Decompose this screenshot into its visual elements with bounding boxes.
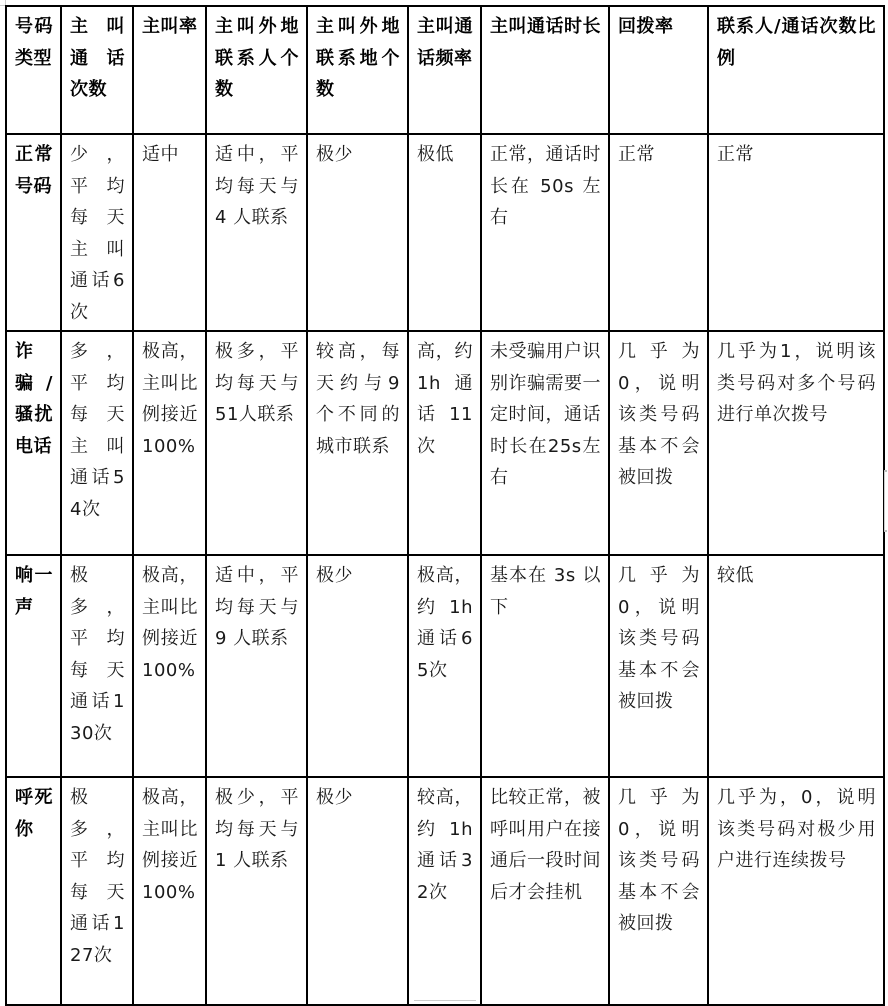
header-remote-locations-count: 主叫外地联系地个数 bbox=[307, 6, 408, 134]
header-number-type: 号码类型 bbox=[6, 6, 61, 134]
table-cell: 较高，约1h通话32次 bbox=[408, 777, 481, 1005]
table-cell: 极少 bbox=[307, 555, 408, 777]
table-row-harassment-dialer bbox=[6, 777, 884, 1005]
table-cell: 适中 bbox=[133, 134, 206, 331]
table-cell: 极低 bbox=[408, 134, 481, 331]
row-label: 正常号码 bbox=[6, 134, 61, 331]
table-cell: 几乎为，0，说明该类号码对极少用户进行连续拨号 bbox=[708, 777, 884, 1005]
table-cell: 几乎为0，说明该类号码基本不会被回拨 bbox=[609, 331, 708, 555]
table-cell: 基本在 3s 以下 bbox=[481, 555, 609, 777]
table-cell: 极多，平均每天通话127次 bbox=[61, 777, 133, 1005]
header-outgoing-call-count: 主叫通话次数 bbox=[61, 6, 133, 134]
header-row bbox=[6, 6, 884, 134]
table-cell: 正常 bbox=[609, 134, 708, 331]
table-cell: 极高，主叫比例接近100% bbox=[133, 555, 206, 777]
row-label: 呼死你 bbox=[6, 777, 61, 1005]
table-cell: 正常 bbox=[708, 134, 884, 331]
table-cell: 比较正常，被呼叫用户在接通后一段时间后才会挂机 bbox=[481, 777, 609, 1005]
table-cell: 高，约1h通话11次 bbox=[408, 331, 481, 555]
table-cell: 极高，主叫比例接近100% bbox=[133, 777, 206, 1005]
table-row-fraud bbox=[6, 331, 884, 555]
header-outgoing-frequency: 主叫通话频率 bbox=[408, 6, 481, 134]
header-outgoing-duration: 主叫通话时长 bbox=[481, 6, 609, 134]
table-cell: 少，平均每天主叫通话6次 bbox=[61, 134, 133, 331]
row-label: 诈骗/骚扰电话 bbox=[6, 331, 61, 555]
table-cell: 适中，平均每天与 9 人联系 bbox=[206, 555, 307, 777]
table-cell: 极多，平均每天与51人联系 bbox=[206, 331, 307, 555]
table-cell: 极少 bbox=[307, 134, 408, 331]
header-contact-call-ratio: 联系人/通话次数比例 bbox=[708, 6, 884, 134]
table-cell: 几乎为0，说明该类号码基本不会被回拨 bbox=[609, 555, 708, 777]
table-row-one-ring bbox=[6, 555, 884, 777]
header-outgoing-rate: 主叫率 bbox=[133, 6, 206, 134]
table-cell: 未受骗用户识别诈骗需要一定时间，通话时长在25s左右 bbox=[481, 331, 609, 555]
row-label: 响一声 bbox=[6, 555, 61, 777]
table-cell: 适中，平均每天与 4 人联系 bbox=[206, 134, 307, 331]
table-row-normal bbox=[6, 134, 884, 331]
table-cell: 较高，每天约与9个不同的城市联系 bbox=[307, 331, 408, 555]
table-cell: 多，平均每天主叫通话54次 bbox=[61, 331, 133, 555]
table-cell: 极多，平均每天通话130次 bbox=[61, 555, 133, 777]
table-cell: 极高，约1h通话65次 bbox=[408, 555, 481, 777]
header-callback-rate: 回拨率 bbox=[609, 6, 708, 134]
number-type-comparison-table bbox=[5, 5, 885, 1006]
header-remote-contacts-count: 主叫外地联系人个数 bbox=[206, 6, 307, 134]
table-cell: 几乎为1，说明该类号码对多个号码进行单次拨号 bbox=[708, 331, 884, 555]
table-cell: 极少，平均每天与 1 人联系 bbox=[206, 777, 307, 1005]
table-cell: 正常，通话时长在 50s 左右 bbox=[481, 134, 609, 331]
table-cell: 极少 bbox=[307, 777, 408, 1005]
table-cell: 几乎为0，说明该类号码基本不会被回拨 bbox=[609, 777, 708, 1005]
edge-scroll-marker bbox=[884, 470, 887, 532]
table-cell: 极高，主叫比例接近100% bbox=[133, 331, 206, 555]
table-cell: 较低 bbox=[708, 555, 884, 777]
